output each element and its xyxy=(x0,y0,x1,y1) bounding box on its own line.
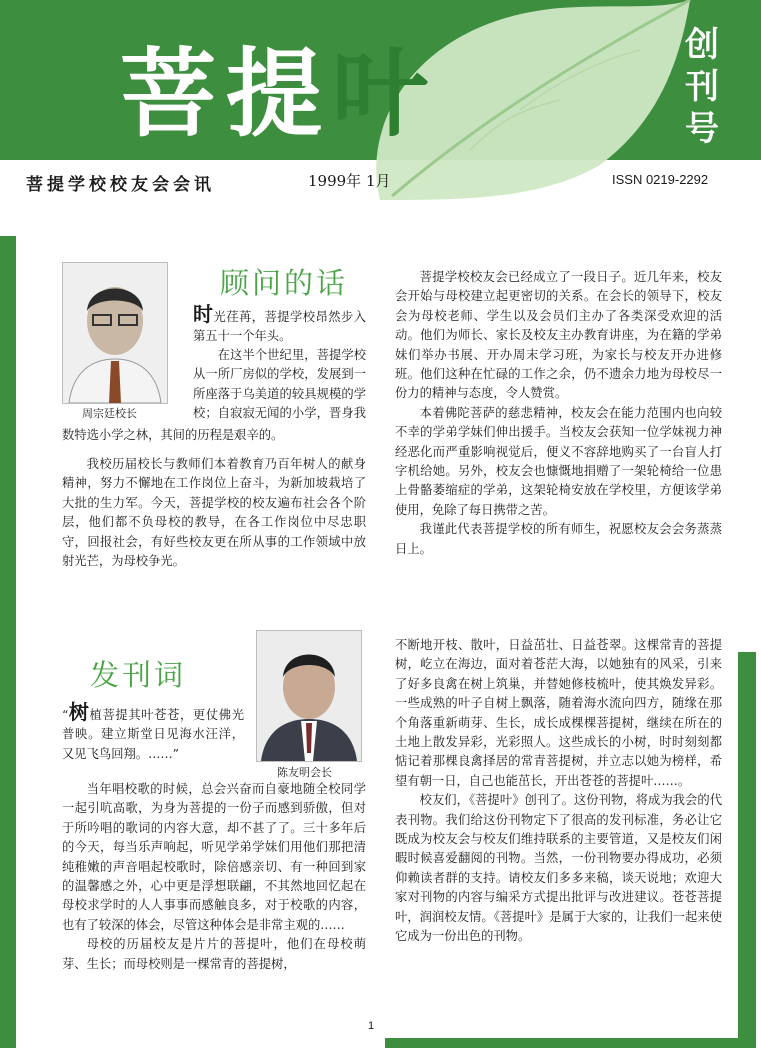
principal-photo xyxy=(62,262,168,404)
launch-issue-label: 创 刊 号 xyxy=(685,25,719,149)
issn-number: ISSN 0219-2292 xyxy=(612,172,709,187)
adviser-column-2 xyxy=(395,268,722,559)
principal-caption: 周宗廷校长 xyxy=(82,407,137,420)
adviser-paragraph-1-cont: 数特选小学之林，其间的历程是艰辛的。 xyxy=(62,428,284,442)
adviser-paragraph-4: 本着佛陀菩萨的慈悲精神，校友会在能力范围内也向较不幸的学弟学妹们伸出援手。当校友会获知一位学妹视力神经恶化而严重影响视觉后，便义不容辞地购买了一台盲人打字机给她。另外，校友会也慷慨地捐赠了一架轮椅给一位患上骨骼萎缩症的学弟，这架轮椅安放在学校里，方便该学弟使用，免除了每日携带之苦。 xyxy=(395,405,722,517)
adviser-intro: 时光荏苒，菩提学校昂然步入第五十一个年头。 xyxy=(193,302,366,344)
adviser-section-title: 顾问的话 xyxy=(220,266,349,300)
adviser-paragraph-5: 我谨此代表菩提学校的所有师生，祝愿校友会会务蒸蒸日上。 xyxy=(395,522,722,556)
foreword-paragraph-1: 当年唱校歌的时候，总会兴奋而自豪地随全校同学一起引吭高歌，为身为菩提的一份子而感到骄傲，但对于所吟唱的歌词的内容大意，却不甚了了。三十多年后的今天，每当乐声响起，听见学弟学妹们用他们那把清纯稚嫩的声音唱起校歌时，除倍感亲切、有一种回到家的温馨感之外，心中更是浮想联翩，不其然地回忆起在母校求学时的人人事事而感触良多，对于校歌的内容，也有了较深的体会，尽管这种体会是非常主观的…… xyxy=(62,782,366,932)
adviser-paragraph-1: 在这半个世纪里，菩提学校从一所厂房似的学校，发展到一所座落于乌美道的较具规模的学校；自寂寂无闻的小学，晋身我 xyxy=(193,348,366,421)
foreword-paragraph-2: 母校的历届校友是片片的菩提叶，他们在母校萌芽、生长；而母校则是一棵常青的菩提树， xyxy=(62,937,366,971)
foreword-column-2 xyxy=(395,636,722,947)
president-caption: 陈友明会长 xyxy=(277,766,332,779)
adviser-paragraph-3: 菩提学校校友会已经成立了一段日子。近几年来，校友会开始与母校建立起更密切的关系。在会长的领导下，校友会为母校老师、学生以及会员们主办了各类深受欢迎的活动。他们为师长、家长及校友主办教育讲座，为在籍的学弟妹们举办书展、开办周末学习班，为家长与校友开办进修班。他们这种在忙碌的工作之余，仍不遗余力地为母校尽一份力的精神与态度，令人赞赏。 xyxy=(395,270,722,401)
adviser-paragraph-2: 我校历届校长与教师们本着教育乃百年树人的献身精神，努力不懈地在工作岗位上奋斗，为新加坡栽培了大批的生力军。今天，菩提学校的校友遍布社会各个阶层，他们都不负母校的教导，在各工作岗位中尽忠职守，回报社会，有好些校友更在所从事的工作领域中放射光芒，为母校争光。 xyxy=(62,457,366,569)
foreword-quote: “树植菩提其叶苍苍，更仗佛光普映。建立斯堂日见海水汪洋，又见飞鸟回翔。……” xyxy=(62,700,244,761)
issue-date: 1999年 1月 xyxy=(308,172,391,190)
foreword-section-title: 发刊词 xyxy=(90,658,187,692)
left-green-bar xyxy=(0,236,16,1048)
bottom-green-bar xyxy=(385,1038,756,1048)
foreword-column-1 xyxy=(62,780,366,974)
president-photo xyxy=(256,630,362,762)
masthead-title: 菩提叶 xyxy=(120,37,438,150)
right-green-bar xyxy=(738,652,756,1048)
page-number: 1 xyxy=(368,1020,375,1032)
organization-name: 菩提学校校友会会讯 xyxy=(26,175,215,195)
foreword-paragraph-3: 不断地开枝、散叶，日益茁壮、日益苍翠。这棵常青的菩提树，屹立在海边，面对着苍茫大海，以她独有的风采，引来了好多良禽在树上筑巢，并替她修枝梳叶，使其焕发异彩。一些成熟的叶子自树上飘落，随着海水流向四方，随缘在那个角落重新萌芽、生长，成长成棵棵菩提树，继续在所在的土地上散发异彩，光彩照人。这些成长的小树，时时刻刻都惦记着那棵良禽择居的常青菩提树，并立志以她为榜样，希望有朝一日，自己也能茁长，开出苍苍的菩提叶……。 xyxy=(395,638,722,788)
foreword-paragraph-4: 校友们，《菩提叶》创刊了。这份刊物，将成为我会的代表刊物。我们给这份刊物定下了很高的发刊标准，务必让它既成为校友会与校友们维持联系的主要管道，又是校友们闲暇时候喜爱翻阅的刊物。当然，一份刊物要办得成功，必须仰赖读者群的支持。请校友们多多来稿，谈天说地；欢迎大家对刊物的内容与编采方式提出批评与改进建议。苍苍菩提叶，润润校友情。《菩提叶》是属于大家的，让我们一起来使它成为一份出色的刊物。 xyxy=(395,793,722,944)
